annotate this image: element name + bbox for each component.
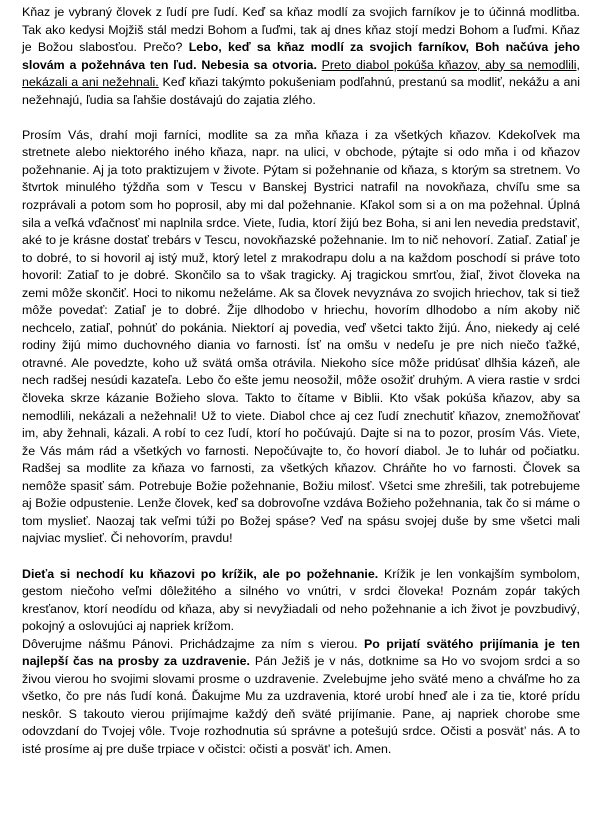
- paragraph-4: [22, 636, 580, 759]
- paragraph-1: [22, 4, 580, 109]
- paragraph-1-text-a: Kňaz je vybraný človek z ľudí pre ľudí. Keď sa kňaz modlí za svojich farníkov je to účinná modlitba. Tak ako kedysi Mojžiš stál medzi Bohom a ľuďmi, tak aj dnes kňaz stojí medzi Bohom a ľuďmi. Kňaz je Božou slabosťou. Prečo?: [22, 5, 580, 55]
- paragraph-1-text-b: Keď kňazi takýmto pokušeniam podľahnú, prestanú sa modliť, nekážu a ani nežehnajú, ľudia sa ľahšie dostávajú do zajatia zlého.: [22, 75, 580, 107]
- paragraph-3: [22, 566, 580, 636]
- paragraph-3-text: Krížik je len vonkajším symbolom, gestom niečoho veľmi dôležitého a silného vo vnútri, v srdci človeka! Poznám zopár takých kresťanov, ktorí neodídu od kňaza, aby si nevyžiadali od neho požehnanie a ich život je povzbudivý, pokojný a oslovujúci aj napriek krížom.: [22, 566, 580, 634]
- paragraph-2: Prosím Vás, drahí moji farníci, modlite sa za mňa kňaza i za všetkých kňazov. Kdekoľvek ma stretnete alebo niektorého iného kňaza, napr. na ulici, v obchode, pýtajte si odo mňa i od kňazov požehnanie. Aj ja toto praktizujem v živote. Pýtam si požehnanie od kňaza, s ktorým sa stretnem. Vo štvrtok minulého týždňa som v Tescu v Banskej Bystrici natrafil na novokňaza, chvíľu sme sa rozprávali a potom som ho poprosil, aby mi dal požehnanie. Kľakol som si a on ma požehnal. Úplná sila a veľká vďačnosť mi naplnila srdce. Viete, ľudia, ktorí žijú bez Boha, si ani len nevedia predstaviť, aké to je krásne dostať trebárs v Tescu, novokňazské požehnanie. Im to nič nehovorí. Zatiaľ. Zatiaľ je to dobré, to si hovoril aj istý muž, ktorý letel z mrakodrapu dolu a na každom poschodí si práve toto hovoril: Zatiaľ to je dobré. Skončilo sa to však tragicky. Aj tragickou smrťou, žiaľ, život človeka na zemi môže skončiť. Hoci to nikomu neželáme. Ak sa človek nevyznáva zo svojich hriechov, tak si tiež môže povedať: Zatiaľ je to dobré. Žije dlhodobo v hriechu, hovorím dlhodobo a ním akoby nič nechcelo, zatiaľ, pohnúť do pokánia. Niektorí aj povedia, veď všetci takto žijú. Áno, niekedy aj celé rodiny žijú mimo duchovného diania vo farnosti. Ísť na omšu v nedeľu je pre nich niečo ťažké, otravné. Ale povedzte, koho už svätá omša otrávila. Niekoho síce môže pridúsať dlhšia kázeň, ale nech radšej nesúdi kazateľa. Lebo čo ešte jemu neosožil, môže osožiť druhým. A viera rastie v srdci človeka skrze kázanie Božieho slova. Takto to čítame v Biblii. Kto však pokúša kňazov, aby sa nemodlili, nekázali a nežehnali! Už to viete. Diabol chce aj cez ľudí znechutiť kňazov, znemožňovať im, aby žehnali, kázali. A robí to cez ľudí, ktorí ho počúvajú. Dajte si na to pozor, prosím Vás. Viete, že Vás mám rád a všetkých vo farnosti. Nepočúvajte to, čo hovorí diabol. Je to luhár od počiatku. Radšej sa modlite za kňaza vo farnosti, za všetkých kňazov. Chráňte ho vo farnosti. Človek sa nemôže spasiť sám. Potrebuje Božie požehnanie, Božiu milosť. Všetci sme zhrešili, tak potrebujeme aj Božie odpustenie. Lenže človek, keď sa dobrovoľne vzdáva Božieho požehnania, tak čo si máme o tom myslieť. Naozaj tak veľmi túži po Božej spáse? Veď na spásu svojej duše by sme všetci mali najviac myslieť. Či nehovorím, pravdu!: [22, 127, 580, 546]
- paragraph-4-text-a: Dôverujme nášmu Pánovi. Prichádzajme za ním s vierou.: [22, 636, 365, 651]
- paragraph-4-text-b: Pán Ježiš je v nás, dotknime sa Ho vo svojom srdci a so živou vierou ho svojimi slovami prosme o uzdravenie. Zvelebujme jeho sväté meno a chváľme ho za všetko, čo pre nás ľudí koná. Ďakujme Mu za uzdravenia, ktoré urobí hneď ale i za tie, ktoré prídu neskôr. S takouto vierou prijímajme každý deň sväté prijímanie. Pane, aj napriek chorobe sme odovzdaní do Tvojej vôle. Tvoje rozhodnutia sú správne a potešujú srdce. Očisti a posvät’ nás. A to isté prosíme aj pre duše trpiace v očistci: očisti a posvät’ ich. Amen.: [22, 654, 580, 756]
- paragraph-gap: [22, 548, 580, 566]
- paragraph-1-underlined: Preto diabol pokúša kňazov, aby sa nemodlili, nekázali a ani nežehnali.: [22, 57, 580, 90]
- paragraph-gap: [22, 109, 580, 127]
- paragraph-1-bold: Lebo, keď sa kňaz modlí za svojich farníkov, Boh načúva jeho slovám a požehnáva ten ľud. Nebesia sa otvoria.: [22, 40, 580, 72]
- paragraph-3-bold: Dieťa si nechodí ku kňazovi po krížik, ale po požehnanie.: [22, 566, 379, 581]
- document-body: [22, 4, 580, 759]
- paragraph-4-bold: Po prijatí svätého prijímania je ten najlepší čas na prosby za uzdravenie.: [22, 636, 580, 669]
